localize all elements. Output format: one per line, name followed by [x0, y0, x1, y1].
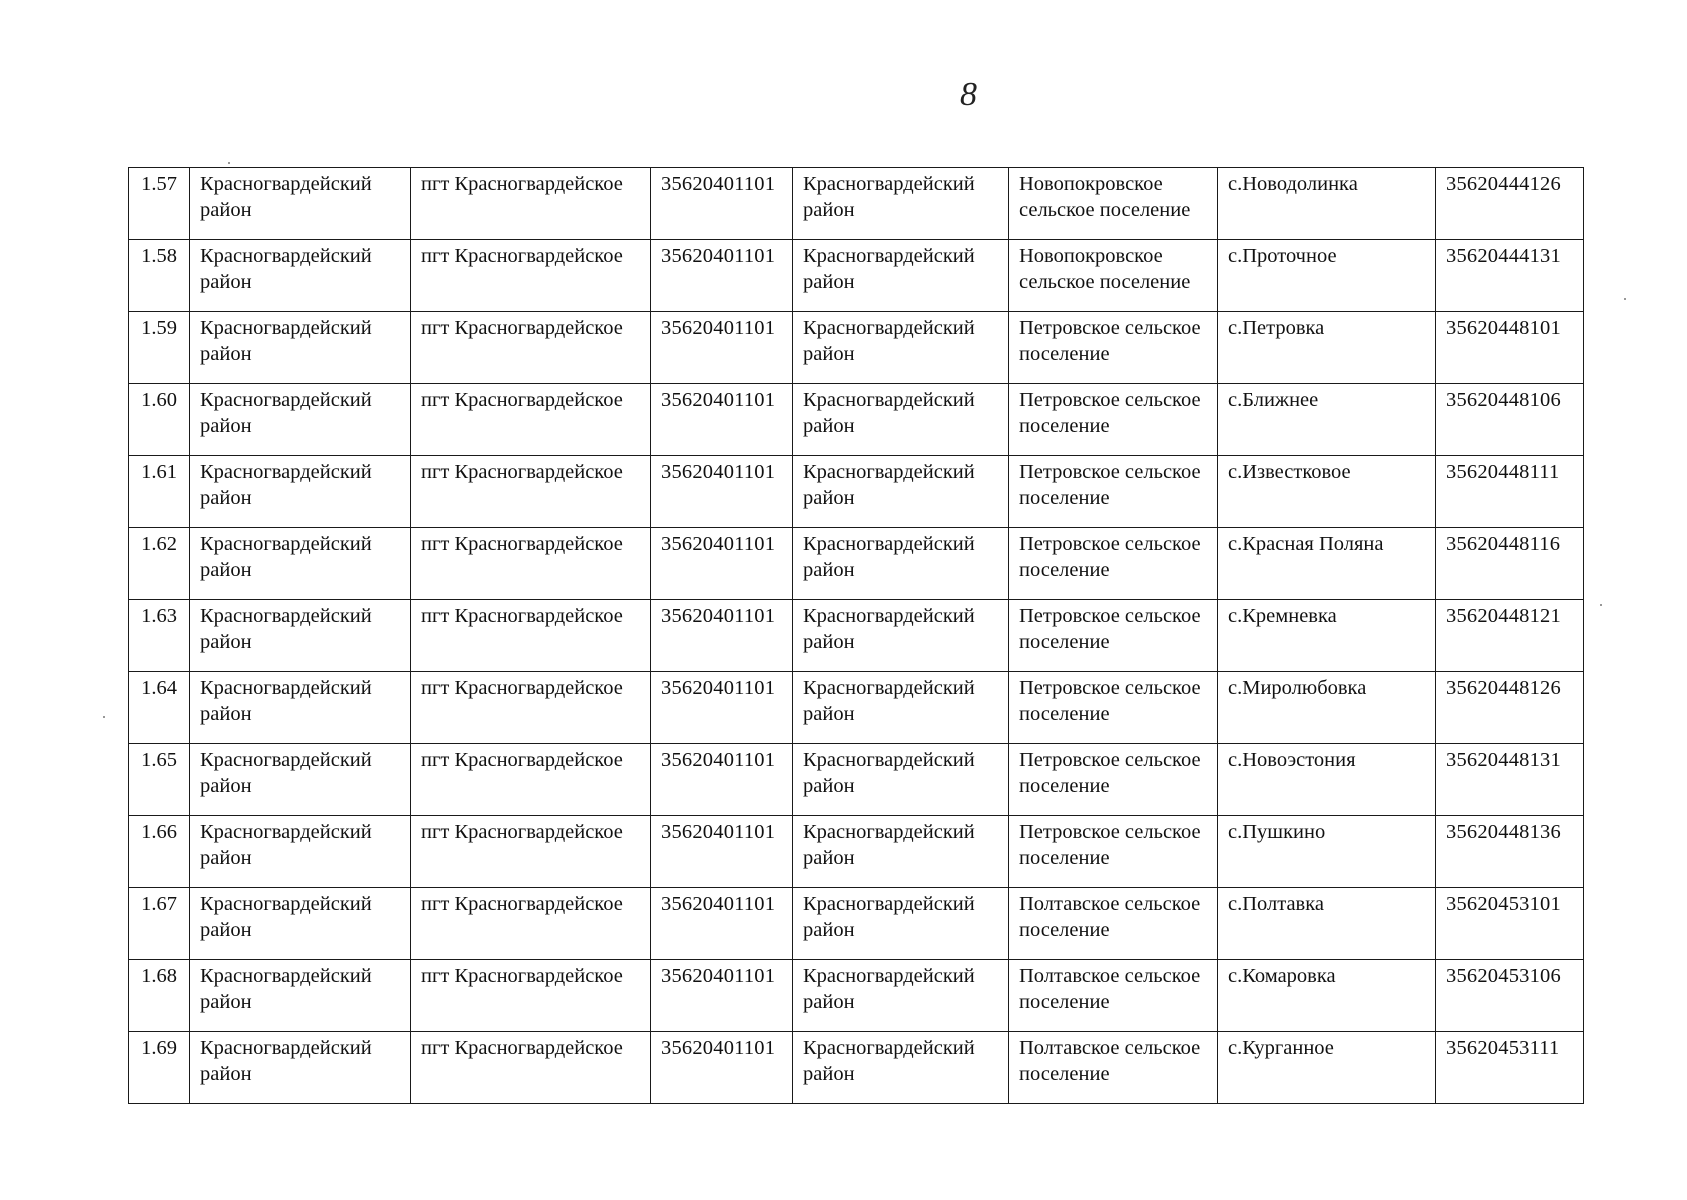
row-number-cell: 1.66: [129, 816, 190, 888]
administrative-center-cell: пгт Красногвардейское: [411, 384, 651, 456]
locality-cell: с.Курганное: [1218, 1032, 1436, 1104]
center-oktmo-code-cell: 35620401101: [651, 600, 793, 672]
district-cell: Красногвардейский район: [190, 888, 411, 960]
row-number-cell: 1.63: [129, 600, 190, 672]
center-oktmo-code-cell: 35620401101: [651, 888, 793, 960]
locality-cell: с.Известковое: [1218, 456, 1436, 528]
district-cell: Красногвардейский район: [793, 240, 1009, 312]
center-oktmo-code-cell: 35620401101: [651, 1032, 793, 1104]
rural-settlement-cell: Петровское сельское поселение: [1009, 456, 1218, 528]
center-oktmo-code-cell: 35620401101: [651, 744, 793, 816]
administrative-center-cell: пгт Красногвардейское: [411, 168, 651, 240]
locality-cell: с.Петровка: [1218, 312, 1436, 384]
rural-settlement-cell: Новопокровское сельское поселение: [1009, 168, 1218, 240]
locality-oktmo-code-cell: 35620448116: [1436, 528, 1584, 600]
district-cell: Красногвардейский район: [793, 600, 1009, 672]
administrative-center-cell: пгт Красногвардейское: [411, 960, 651, 1032]
locality-cell: с.Полтавка: [1218, 888, 1436, 960]
table-row: [129, 888, 1584, 960]
rural-settlement-cell: Петровское сельское поселение: [1009, 312, 1218, 384]
locality-cell: с.Новоэстония: [1218, 744, 1436, 816]
row-number-cell: 1.69: [129, 1032, 190, 1104]
row-number-cell: 1.61: [129, 456, 190, 528]
locality-oktmo-code-cell: 35620453111: [1436, 1032, 1584, 1104]
district-cell: Красногвардейский район: [793, 960, 1009, 1032]
district-cell: Красногвардейский район: [190, 168, 411, 240]
district-cell: Красногвардейский район: [793, 744, 1009, 816]
rural-settlement-cell: Полтавское сельское поселение: [1009, 1032, 1218, 1104]
locality-oktmo-code-cell: 35620448126: [1436, 672, 1584, 744]
scan-speck: [228, 162, 230, 164]
table-row: [129, 960, 1584, 1032]
locality-oktmo-code-cell: 35620444131: [1436, 240, 1584, 312]
locality-cell: с.Комаровка: [1218, 960, 1436, 1032]
row-number-cell: 1.68: [129, 960, 190, 1032]
table-body: [129, 168, 1584, 1104]
center-oktmo-code-cell: 35620401101: [651, 672, 793, 744]
district-cell: Красногвардейский район: [190, 384, 411, 456]
page-number: 8: [960, 76, 977, 113]
locality-oktmo-code-cell: 35620444126: [1436, 168, 1584, 240]
district-cell: Красногвардейский район: [793, 312, 1009, 384]
locality-oktmo-code-cell: 35620448131: [1436, 744, 1584, 816]
table-row: [129, 456, 1584, 528]
district-cell: Красногвардейский район: [190, 960, 411, 1032]
table-row: [129, 672, 1584, 744]
center-oktmo-code-cell: 35620401101: [651, 456, 793, 528]
rural-settlement-cell: Петровское сельское поселение: [1009, 744, 1218, 816]
row-number-cell: 1.57: [129, 168, 190, 240]
locality-cell: с.Проточное: [1218, 240, 1436, 312]
row-number-cell: 1.59: [129, 312, 190, 384]
administrative-center-cell: пгт Красногвардейское: [411, 312, 651, 384]
administrative-center-cell: пгт Красногвардейское: [411, 816, 651, 888]
district-cell: Красногвардейский район: [793, 672, 1009, 744]
district-cell: Красногвардейский район: [793, 168, 1009, 240]
scan-speck: [103, 716, 105, 718]
center-oktmo-code-cell: 35620401101: [651, 312, 793, 384]
district-cell: Красногвардейский район: [793, 816, 1009, 888]
district-cell: Красногвардейский район: [190, 600, 411, 672]
district-cell: Красногвардейский район: [793, 456, 1009, 528]
locality-oktmo-code-cell: 35620453106: [1436, 960, 1584, 1032]
administrative-center-cell: пгт Красногвардейское: [411, 744, 651, 816]
rural-settlement-cell: Новопокровское сельское поселение: [1009, 240, 1218, 312]
district-cell: Красногвардейский район: [190, 528, 411, 600]
rural-settlement-cell: Петровское сельское поселение: [1009, 600, 1218, 672]
district-cell: Красногвардейский район: [793, 384, 1009, 456]
table-row: [129, 384, 1584, 456]
locality-cell: с.Красная Поляна: [1218, 528, 1436, 600]
district-cell: Красногвардейский район: [190, 744, 411, 816]
row-number-cell: 1.64: [129, 672, 190, 744]
administrative-center-cell: пгт Красногвардейское: [411, 888, 651, 960]
locality-oktmo-code-cell: 35620448121: [1436, 600, 1584, 672]
locality-oktmo-code-cell: 35620453101: [1436, 888, 1584, 960]
row-number-cell: 1.60: [129, 384, 190, 456]
rural-settlement-cell: Петровское сельское поселение: [1009, 528, 1218, 600]
center-oktmo-code-cell: 35620401101: [651, 168, 793, 240]
locality-oktmo-code-cell: 35620448136: [1436, 816, 1584, 888]
locality-cell: с.Кремневка: [1218, 600, 1436, 672]
administrative-center-cell: пгт Красногвардейское: [411, 1032, 651, 1104]
table-row: [129, 312, 1584, 384]
district-cell: Красногвардейский район: [793, 528, 1009, 600]
locality-oktmo-code-cell: 35620448111: [1436, 456, 1584, 528]
district-cell: Красногвардейский район: [190, 1032, 411, 1104]
district-cell: Красногвардейский район: [190, 240, 411, 312]
district-cell: Красногвардейский район: [190, 672, 411, 744]
locality-cell: с.Ближнее: [1218, 384, 1436, 456]
rural-settlement-cell: Петровское сельское поселение: [1009, 384, 1218, 456]
center-oktmo-code-cell: 35620401101: [651, 384, 793, 456]
row-number-cell: 1.65: [129, 744, 190, 816]
table-row: [129, 600, 1584, 672]
district-cell: Красногвардейский район: [190, 456, 411, 528]
locality-cell: с.Миролюбовка: [1218, 672, 1436, 744]
row-number-cell: 1.67: [129, 888, 190, 960]
table-row: [129, 1032, 1584, 1104]
rural-settlement-cell: Петровское сельское поселение: [1009, 672, 1218, 744]
center-oktmo-code-cell: 35620401101: [651, 816, 793, 888]
administrative-center-cell: пгт Красногвардейское: [411, 528, 651, 600]
rural-settlement-cell: Полтавское сельское поселение: [1009, 888, 1218, 960]
administrative-center-cell: пгт Красногвардейское: [411, 672, 651, 744]
table-row: [129, 816, 1584, 888]
locality-oktmo-code-cell: 35620448101: [1436, 312, 1584, 384]
table-row: [129, 168, 1584, 240]
row-number-cell: 1.58: [129, 240, 190, 312]
administrative-center-cell: пгт Красногвардейское: [411, 600, 651, 672]
rural-settlement-cell: Петровское сельское поселение: [1009, 816, 1218, 888]
table-row: [129, 240, 1584, 312]
center-oktmo-code-cell: 35620401101: [651, 528, 793, 600]
locality-oktmo-code-cell: 35620448106: [1436, 384, 1584, 456]
locality-cell: с.Пушкино: [1218, 816, 1436, 888]
district-cell: Красногвардейский район: [190, 816, 411, 888]
administrative-center-cell: пгт Красногвардейское: [411, 240, 651, 312]
locality-table: [128, 167, 1584, 1104]
center-oktmo-code-cell: 35620401101: [651, 960, 793, 1032]
table-row: [129, 528, 1584, 600]
district-cell: Красногвардейский район: [793, 1032, 1009, 1104]
scan-speck: [1600, 604, 1602, 606]
rural-settlement-cell: Полтавское сельское поселение: [1009, 960, 1218, 1032]
district-cell: Красногвардейский район: [793, 888, 1009, 960]
scan-speck: [1624, 298, 1626, 300]
district-cell: Красногвардейский район: [190, 312, 411, 384]
administrative-center-cell: пгт Красногвардейское: [411, 456, 651, 528]
center-oktmo-code-cell: 35620401101: [651, 240, 793, 312]
table-row: [129, 744, 1584, 816]
locality-cell: с.Новодолинка: [1218, 168, 1436, 240]
row-number-cell: 1.62: [129, 528, 190, 600]
